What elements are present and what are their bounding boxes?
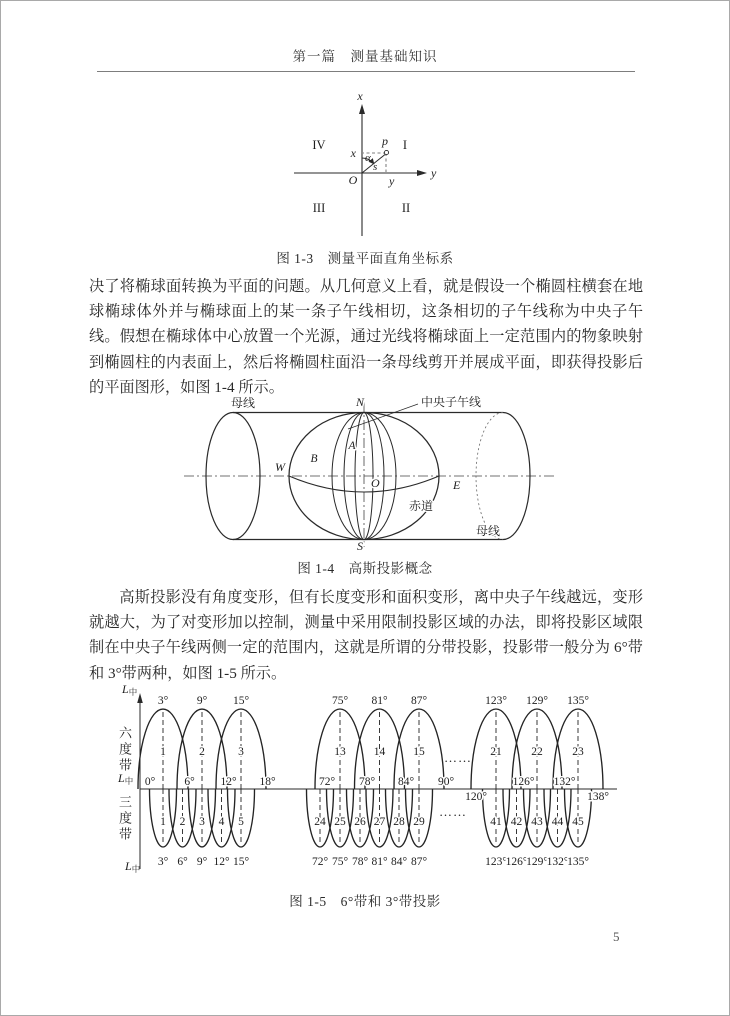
figure-1-4 [181, 391, 561, 553]
three-zone-meridian-label: 3° [157, 856, 169, 868]
north-pole-label: N [355, 395, 365, 409]
three-zone-meridian-label: 72° [311, 856, 329, 868]
zone-boundary-label: 12° [220, 776, 237, 788]
coord-x-label: x [350, 146, 356, 160]
x-axis-label: x [357, 89, 363, 103]
three-zone-meridian-label: 15° [232, 856, 250, 868]
zone-boundary-label: 90° [437, 776, 455, 788]
six-zone-number: 15 [413, 746, 425, 758]
three-zone-number: 3 [199, 816, 205, 828]
zone-boundary-label: 138° [587, 791, 609, 803]
six-zone-meridian-label: 81° [371, 695, 388, 707]
zone-boundary-label: 0° [144, 776, 156, 788]
three-zone-meridian-label: 87° [410, 856, 428, 868]
six-zone-meridian-label: 3° [157, 695, 169, 707]
three-zone-number: 1 [160, 816, 166, 828]
three-zone-number: 45 [572, 816, 584, 828]
south-pole-label: S [357, 539, 363, 553]
three-zone-number: 26 [354, 816, 366, 828]
origin-label: O [348, 173, 358, 187]
zone-boundary-label: 18° [259, 776, 276, 788]
ellipsis-bottom: …… [439, 804, 467, 819]
x-axis-arrow-icon [359, 104, 365, 114]
generatrix-top-label: 母线 [230, 396, 256, 410]
figure-1-3 [251, 89, 491, 251]
three-zone-number: 44 [551, 816, 564, 828]
three-zone-meridian-label: 123° [485, 856, 507, 868]
three-zone-meridian-label: 135° [567, 856, 589, 868]
zone-boundary-label: 126° [512, 776, 535, 788]
six-zone-meridian-label: 129° [526, 695, 548, 707]
six-zone-meridian-label: 9° [196, 695, 208, 707]
page-number: 5 [613, 929, 620, 944]
three-zone-number: 43 [531, 816, 543, 828]
three-zone-number: 5 [238, 816, 244, 828]
six-zone-number: 22 [531, 746, 543, 758]
quadrant-1-label: I [402, 138, 408, 152]
point-p-marker [384, 150, 388, 154]
six-zone-meridian-label: 135° [567, 695, 589, 707]
three-zone-meridian-label: 81° [371, 856, 388, 868]
zone-boundary-label: 132° [553, 776, 576, 788]
quadrant-3-label: III [312, 201, 326, 215]
axis-symbol-bottom: $L_中$ [125, 859, 141, 874]
three-zone-number: 42 [510, 816, 523, 828]
three-zone-meridian-label: 75° [331, 856, 349, 868]
six-zone-number: 3 [238, 746, 244, 758]
figure-1-5 [96, 679, 656, 884]
figure-1-4-caption: 图 1-4 高斯投影概念 [297, 561, 433, 576]
three-zone-meridian-label: 9° [196, 856, 208, 868]
three-zone-number: 29 [413, 816, 425, 828]
quadrant-2-label: II [401, 201, 411, 215]
axis-arrow-icon [137, 693, 143, 703]
three-zone-number: 4 [218, 816, 225, 828]
center-o-label: O [371, 476, 380, 490]
six-zone-number: 2 [199, 746, 205, 758]
coord-y-label: y [389, 174, 395, 188]
three-degree-band-label: 三度带 [117, 795, 132, 843]
six-zone-meridian-label: 75° [331, 695, 349, 707]
three-zone-number: 25 [334, 816, 346, 828]
angle-alpha-label: α [365, 152, 371, 164]
generatrix-bottom-label: 母线 [476, 524, 501, 538]
six-zone-meridian-label: 15° [232, 695, 250, 707]
three-zone-number: 27 [373, 816, 386, 828]
zone-boundary-label: 78° [358, 776, 376, 788]
six-zone-number: 21 [490, 746, 502, 758]
six-zone-meridian-label: 123° [485, 695, 507, 707]
zone-boundary-label: 6° [184, 776, 195, 788]
dist-s-label: s [373, 161, 378, 173]
three-zone-number: 41 [490, 816, 502, 828]
zone-boundary-label: 72° [318, 776, 336, 788]
ellipsis-top: …… [444, 750, 472, 765]
west-label: W [275, 460, 285, 474]
axis-symbol-middle: $L_中$ [118, 771, 134, 786]
three-zone-number: 2 [179, 816, 186, 828]
three-zone-meridian-label: 84° [390, 856, 408, 868]
three-zone-meridian-label: 6° [177, 856, 188, 868]
point-p-label: p [382, 134, 388, 148]
figure-1-5-caption: 图 1-5 6°带和 3°带投影 [289, 894, 441, 909]
equator-label: 赤道 [409, 499, 434, 513]
body-paragraph-2: 高斯投影没有角度变形，但有长度变形和面积变形，离中央子午线越远，变形就越大，为了对变形加以控制，测量中采用限制投影区域的办法，即将投影区域限制在中央子午线两侧一定的范围内，这就是所谓的分带投影，投影带一般分为 6°带和 3°带两种，如图 1-5 所示。 [89, 589, 643, 682]
axis-symbol-top: $L_中$ [122, 682, 138, 697]
point-b-label: B [310, 453, 318, 465]
page-header: 第一篇 测量基础知识 [292, 49, 438, 64]
three-zone-meridian-label: 78° [351, 856, 369, 868]
header-rule [97, 71, 635, 72]
point-a-label: A [348, 440, 356, 452]
three-zone-meridian-label: 129° [526, 856, 548, 868]
y-axis-label: y [431, 166, 437, 180]
quadrant-4-label: IV [312, 138, 326, 152]
six-zone-meridian-label: 87° [410, 695, 428, 707]
zone-boundary-label: 120° [465, 791, 487, 803]
body-paragraph-1: 决了将椭球面转换为平面的问题。从几何意义上看，就是假设一个椭圆柱横套在地球椭球体外并与椭球面上的某一条子午线相切，这条相切的子午线称为中央子午线。假想在椭球体中心放置一个光源，通过光线将椭球面上一定范围内的物象映射到椭圆柱的内表面上，然后将椭圆柱面沿一条母线剪开并展成平面，即获得投影后的平面图形，如图 1-4 所示。 [89, 278, 643, 396]
six-degree-band-label: 六度带 [117, 726, 132, 774]
zone-boundary-label: 84° [397, 776, 415, 788]
six-zone-number: 1 [160, 746, 166, 758]
three-zone-number: 24 [314, 816, 326, 828]
central-meridian-label: 中央子午线 [421, 395, 482, 409]
three-zone-meridian-label: 12° [213, 856, 230, 868]
six-zone-number: 13 [334, 746, 346, 758]
three-zone-meridian-label: 126° [505, 856, 528, 868]
east-label: E [453, 478, 461, 492]
six-zone-number: 23 [572, 746, 584, 758]
figure-1-3-caption: 图 1-3 测量平面直角坐标系 [276, 251, 454, 266]
three-zone-number: 28 [393, 816, 405, 828]
y-axis-arrow-icon [417, 170, 427, 176]
six-zone-number: 14 [373, 746, 386, 758]
three-zone-meridian-label: 132° [546, 856, 569, 868]
